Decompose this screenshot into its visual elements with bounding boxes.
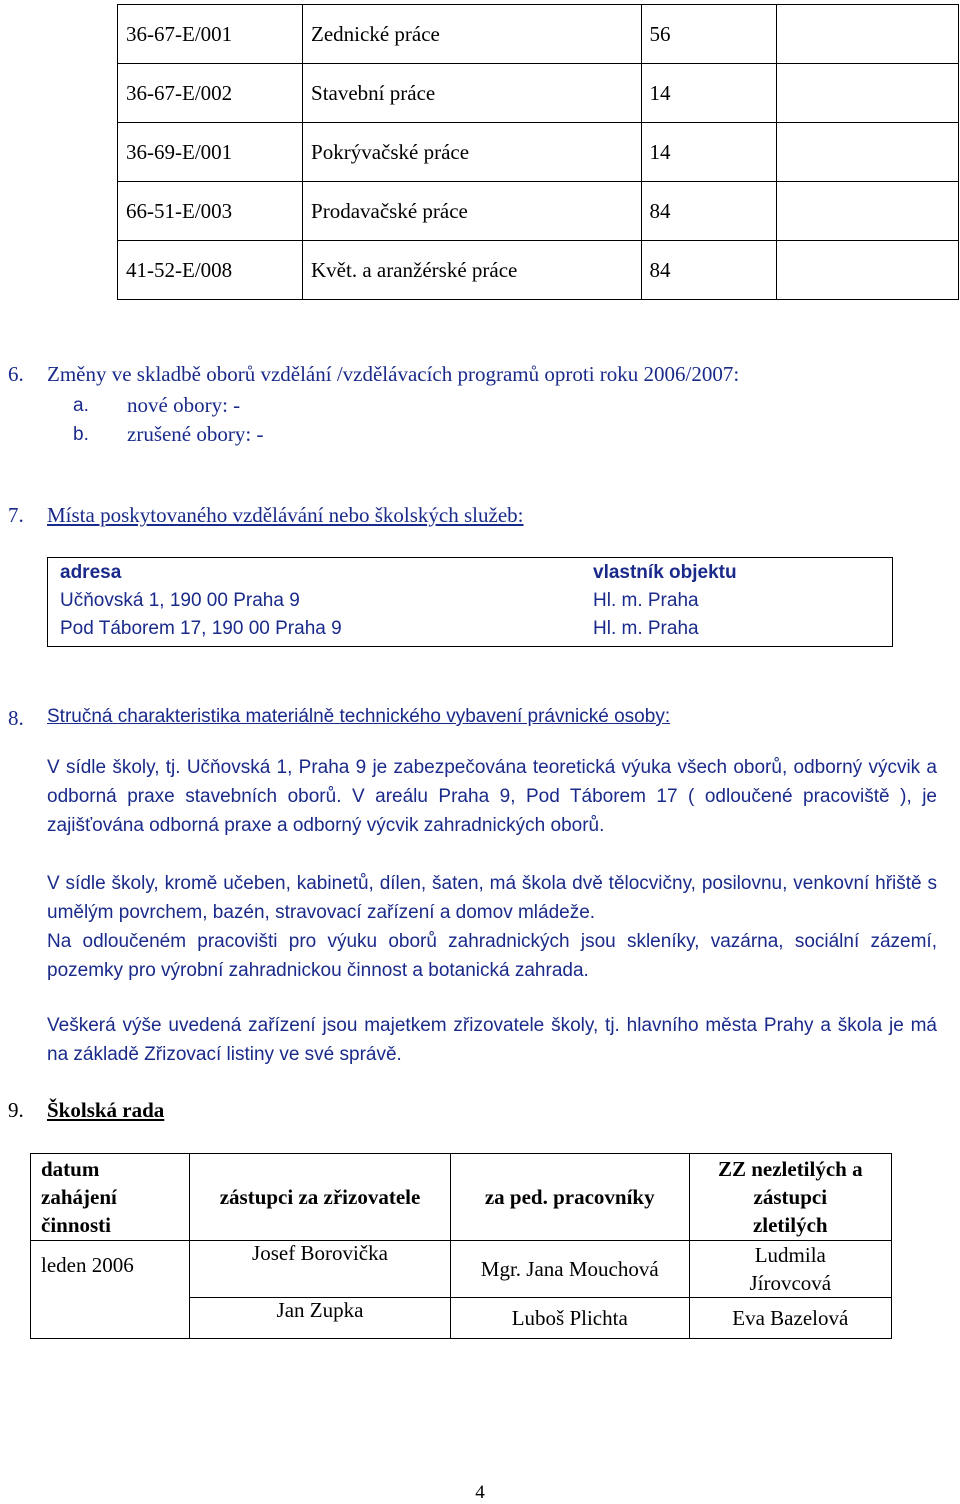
- section-8-number: 8.: [8, 706, 24, 730]
- program-name: Pokrývačské práce: [303, 123, 641, 182]
- table-header-row: [48, 562, 892, 589]
- section-8-paragraph: Veškerá výše uvedená zařízení jsou majetkem zřizovatele školy, tj. hlavního města Prahy a škola je má na základě Zřizovací listiny ve své správě.: [47, 1015, 937, 1065]
- owner-header: vlastník objektu: [593, 562, 737, 583]
- section-8-paragraph: V sídle školy, kromě učeben, kabinetů, dílen, šaten, má škola dvě tělocvičny, posilovnu, venkovní hřiště s umělým povrchem, bazén, stravovací zařízení a domov mládeže.: [47, 873, 937, 923]
- founder-header: zástupci za zřizovatele: [190, 1154, 451, 1241]
- table-row: [118, 64, 959, 123]
- table-row: [31, 1241, 892, 1298]
- section-6-item-text: nové obory: -: [127, 393, 241, 417]
- table-header-row: [31, 1154, 892, 1241]
- empty-cell: [776, 5, 958, 64]
- program-name: Prodavačské práce: [303, 182, 641, 241]
- section-9-title: Školská rada: [47, 1098, 165, 1122]
- address-cell: Učňovská 1, 190 00 Praha 9: [60, 590, 300, 611]
- owner-cell: Hl. m. Praha: [593, 618, 699, 639]
- section-6-item-letter: a.: [73, 395, 89, 416]
- table-row: [48, 618, 892, 645]
- address-cell: Pod Táborem 17, 190 00 Praha 9: [60, 618, 342, 639]
- section-8-paragraph: Na odloučeném pracovišti pro výuku oborů zahradnických jsou skleníky, vazárna, sociální zázemí, pozemky pro výrobní zahradnickou činnost a botanická zahrada.: [47, 931, 937, 981]
- empty-cell: [776, 182, 958, 241]
- owner-cell: Hl. m. Praha: [593, 590, 699, 611]
- program-code: 36-67-E/002: [118, 64, 303, 123]
- date-header: datum zahájení činnosti: [31, 1154, 190, 1241]
- program-code: 36-67-E/001: [118, 5, 303, 64]
- section-6-number: 6.: [8, 362, 24, 386]
- address-header: adresa: [60, 562, 122, 583]
- section-7-number: 7.: [8, 503, 24, 527]
- programs-table: [117, 4, 959, 300]
- table-row: [48, 590, 892, 617]
- founder-cell: Josef Borovička: [190, 1241, 451, 1298]
- section-6-title: Změny ve skladbě oborů vzdělání /vzdělávacích programů oproti roku 2006/2007:: [47, 362, 740, 386]
- program-name: Květ. a aranžérské práce: [303, 241, 641, 300]
- section-6-item-letter: b.: [73, 424, 89, 445]
- minors-cell: Eva Bazelová: [689, 1298, 891, 1339]
- page-number: 4: [475, 1482, 485, 1503]
- section-7-title: Místa poskytovaného vzdělávání nebo školských služeb:: [47, 503, 524, 527]
- program-count: 84: [641, 241, 776, 300]
- program-code: 36-69-E/001: [118, 123, 303, 182]
- table-row: [118, 123, 959, 182]
- table-row: [118, 241, 959, 300]
- program-code: 66-51-E/003: [118, 182, 303, 241]
- empty-cell: [776, 241, 958, 300]
- section-8-title: Stručná charakteristika materiálně technického vybavení právnické osoby:: [47, 706, 671, 727]
- staff-cell: Mgr. Jana Mouchová: [450, 1241, 689, 1298]
- program-count: 14: [641, 123, 776, 182]
- program-count: 84: [641, 182, 776, 241]
- program-name: Zednické práce: [303, 5, 641, 64]
- section-8-paragraph: V sídle školy, tj. Učňovská 1, Praha 9 je zabezpečována teoretická výuka všech oborů, odborný výcvik a odborná praxe stavebních oborů. V areálu Praha 9, Pod Táborem 17 ( odloučené pracoviště ), je zajišťována odborná praxe a odborný výcvik zahradnických oborů.: [47, 757, 937, 836]
- program-code: 41-52-E/008: [118, 241, 303, 300]
- empty-cell: [776, 123, 958, 182]
- program-count: 14: [641, 64, 776, 123]
- section-9-number: 9.: [8, 1098, 24, 1122]
- staff-header: za ped. pracovníky: [450, 1154, 689, 1241]
- empty-cell: [776, 64, 958, 123]
- table-row: [118, 5, 959, 64]
- school-board-table: [30, 1153, 892, 1339]
- table-row: [118, 182, 959, 241]
- minors-header: ZZ nezletilých a zástupci zletilých: [689, 1154, 891, 1241]
- staff-cell: Luboš Plichta: [450, 1298, 689, 1339]
- program-name: Stavební práce: [303, 64, 641, 123]
- founder-cell: Jan Zupka: [190, 1298, 451, 1339]
- date-cell: leden 2006: [31, 1241, 190, 1339]
- locations-table: [47, 557, 893, 647]
- program-count: 56: [641, 5, 776, 64]
- minors-cell: Ludmila Jírovcová: [689, 1241, 891, 1298]
- section-6-item-text: zrušené obory: -: [127, 422, 264, 446]
